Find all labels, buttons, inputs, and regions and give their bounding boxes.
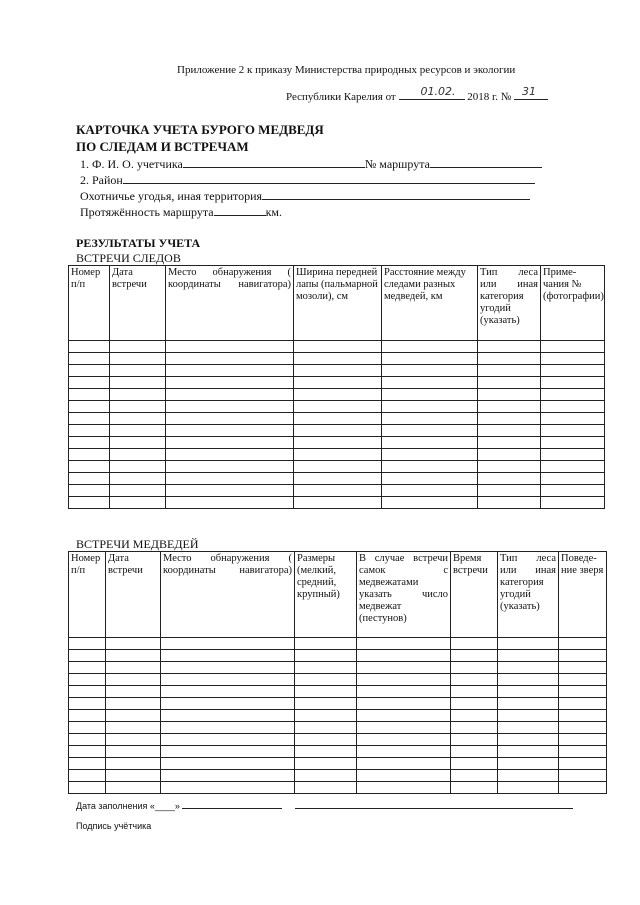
route-length-unit: км.	[265, 205, 282, 219]
table-row	[69, 770, 607, 782]
tracks-col-paw-width: Ширина передней лапы (пальмарной мозоли), см	[294, 266, 382, 341]
table-cell[interactable]	[357, 650, 451, 662]
table-cell[interactable]	[69, 782, 106, 794]
bears-col-cubs: В случае встречи самок с медвежатами указать число медвежат (пестунов)	[357, 552, 451, 638]
table-cell[interactable]	[541, 497, 605, 509]
order-year-text: 2018 г. №	[467, 91, 512, 103]
table-cell[interactable]	[110, 413, 166, 425]
tracks-col-location: Место обнаружения ( координаты навигатора)	[166, 266, 294, 341]
table-cell[interactable]	[541, 377, 605, 389]
table-cell[interactable]	[295, 638, 357, 650]
table-cell[interactable]	[451, 782, 498, 794]
table-cell[interactable]	[69, 662, 106, 674]
table-row	[69, 425, 605, 437]
table-cell[interactable]	[357, 758, 451, 770]
table-cell[interactable]	[110, 425, 166, 437]
table-cell[interactable]	[161, 782, 295, 794]
table-cell[interactable]	[294, 377, 382, 389]
table-cell[interactable]	[69, 770, 106, 782]
table-cell[interactable]	[498, 662, 559, 674]
order-date-line	[286, 85, 548, 103]
table-cell[interactable]	[69, 674, 106, 686]
table-cell[interactable]	[110, 377, 166, 389]
bears-col-location: Место обнаружения ( координаты навигатора)	[161, 552, 295, 638]
table-cell[interactable]	[69, 734, 106, 746]
table-cell[interactable]	[106, 722, 161, 734]
tracks-section-title: ВСТРЕЧИ СЛЕДОВ	[76, 251, 181, 265]
table-cell[interactable]	[110, 353, 166, 365]
table-row	[69, 650, 607, 662]
table-cell[interactable]	[106, 650, 161, 662]
route-number-blank[interactable]	[430, 157, 542, 168]
observer-field	[80, 157, 542, 172]
table-row	[69, 734, 607, 746]
table-cell[interactable]	[357, 698, 451, 710]
table-cell[interactable]	[110, 461, 166, 473]
table-cell[interactable]	[294, 353, 382, 365]
table-cell[interactable]	[106, 662, 161, 674]
table-cell[interactable]	[69, 377, 110, 389]
table-cell[interactable]	[161, 746, 295, 758]
table-cell[interactable]	[382, 365, 478, 377]
table-cell[interactable]	[382, 341, 478, 353]
table-cell[interactable]	[498, 698, 559, 710]
table-cell[interactable]	[559, 650, 607, 662]
table-cell[interactable]	[69, 437, 110, 449]
bears-col-size: Размеры (мелкий, средний, крупный)	[295, 552, 357, 638]
table-cell[interactable]	[382, 413, 478, 425]
table-cell[interactable]	[161, 674, 295, 686]
table-row	[69, 437, 605, 449]
tracks-col-date: Дата встречи	[110, 266, 166, 341]
table-cell[interactable]	[166, 437, 294, 449]
table-cell[interactable]	[478, 365, 541, 377]
table-row	[69, 485, 605, 497]
table-cell[interactable]	[559, 698, 607, 710]
table-cell[interactable]	[451, 722, 498, 734]
table-cell[interactable]	[498, 674, 559, 686]
table-cell[interactable]	[106, 686, 161, 698]
tracks-col-forest-type: Тип леса или иная категория угодий (указать)	[478, 266, 541, 341]
table-cell[interactable]	[69, 710, 106, 722]
table-row	[69, 401, 605, 413]
table-cell[interactable]	[294, 365, 382, 377]
table-cell[interactable]	[382, 425, 478, 437]
table-cell[interactable]	[498, 758, 559, 770]
table-cell[interactable]	[110, 497, 166, 509]
bears-col-behavior: Поведе-ние зверя	[559, 552, 607, 638]
table-row	[69, 722, 607, 734]
tracks-col-notes: Приме-чания № (фотографии)	[541, 266, 605, 341]
table-cell[interactable]	[294, 461, 382, 473]
table-cell[interactable]	[295, 650, 357, 662]
table-cell[interactable]	[451, 770, 498, 782]
table-cell[interactable]	[69, 722, 106, 734]
table-cell[interactable]	[166, 497, 294, 509]
table-cell[interactable]	[295, 710, 357, 722]
table-cell[interactable]	[161, 638, 295, 650]
table-cell[interactable]	[69, 449, 110, 461]
fill-date-field	[76, 801, 573, 811]
table-cell[interactable]	[166, 461, 294, 473]
table-cell[interactable]	[498, 638, 559, 650]
table-cell[interactable]	[541, 473, 605, 485]
table-cell[interactable]	[498, 734, 559, 746]
table-row	[69, 461, 605, 473]
table-cell[interactable]	[541, 485, 605, 497]
table-cell[interactable]	[161, 722, 295, 734]
table-cell[interactable]	[357, 710, 451, 722]
route-length-field	[80, 205, 282, 220]
table-cell[interactable]	[451, 662, 498, 674]
table-cell[interactable]	[295, 758, 357, 770]
table-cell[interactable]	[295, 770, 357, 782]
card-title-line1: КАРТОЧКА УЧЕТА БУРОГО МЕДВЕДЯ	[76, 122, 324, 137]
table-cell[interactable]	[451, 638, 498, 650]
table-cell[interactable]	[161, 662, 295, 674]
table-cell[interactable]	[161, 698, 295, 710]
table-cell[interactable]	[106, 782, 161, 794]
table-cell[interactable]	[110, 389, 166, 401]
table-cell[interactable]	[106, 758, 161, 770]
order-date-blank	[399, 85, 465, 100]
bears-col-date: Дата встречи	[106, 552, 161, 638]
table-cell[interactable]	[382, 389, 478, 401]
table-cell[interactable]	[478, 485, 541, 497]
table-cell[interactable]	[498, 686, 559, 698]
route-length-label: Протяжённость маршрута	[80, 205, 214, 219]
bears-col-number: Номер п/п	[69, 552, 106, 638]
table-row	[69, 662, 607, 674]
table-row	[69, 353, 605, 365]
bears-section-title: ВСТРЕЧИ МЕДВЕДЕЙ	[76, 537, 199, 551]
tracks-col-distance: Расстояние между следами разных медведей, км	[382, 266, 478, 341]
table-cell[interactable]	[451, 698, 498, 710]
observer-label: 1. Ф. И. О. учетчика	[80, 157, 183, 171]
appendix-header: Приложение 2 к приказу Министерства природных ресурсов и экологии	[177, 64, 516, 76]
table-cell[interactable]	[357, 638, 451, 650]
table-cell[interactable]	[294, 413, 382, 425]
table-cell[interactable]	[559, 746, 607, 758]
table-cell[interactable]	[166, 353, 294, 365]
table-row	[69, 365, 605, 377]
table-cell[interactable]	[110, 365, 166, 377]
table-cell[interactable]	[295, 782, 357, 794]
table-cell[interactable]	[161, 650, 295, 662]
table-cell[interactable]	[451, 674, 498, 686]
table-row	[69, 710, 607, 722]
order-number-blank	[514, 85, 548, 100]
table-cell[interactable]	[106, 674, 161, 686]
fill-date-blank[interactable]	[182, 801, 282, 809]
table-cell[interactable]	[357, 770, 451, 782]
table-cell[interactable]	[382, 473, 478, 485]
table-row	[69, 389, 605, 401]
table-cell[interactable]	[166, 449, 294, 461]
order-number-handwritten: 31	[522, 85, 537, 98]
table-cell[interactable]	[357, 674, 451, 686]
fill-date-label: Дата заполнения «____»	[76, 801, 180, 811]
table-cell[interactable]	[294, 497, 382, 509]
hunting-grounds-blank[interactable]	[262, 189, 530, 200]
table-cell[interactable]	[541, 353, 605, 365]
table-cell[interactable]	[106, 638, 161, 650]
table-cell[interactable]	[541, 413, 605, 425]
table-cell[interactable]	[478, 473, 541, 485]
table-cell[interactable]	[559, 722, 607, 734]
table-cell[interactable]	[559, 758, 607, 770]
order-date-prefix: Республики Карелия от	[286, 91, 396, 103]
table-cell[interactable]	[166, 389, 294, 401]
table-row	[69, 782, 607, 794]
table-cell[interactable]	[69, 485, 110, 497]
table-cell[interactable]	[69, 686, 106, 698]
table-row	[69, 698, 607, 710]
table-cell[interactable]	[295, 698, 357, 710]
table-cell[interactable]	[559, 662, 607, 674]
bears-col-time: Время встречи	[451, 552, 498, 638]
table-cell[interactable]	[294, 473, 382, 485]
table-row	[69, 638, 607, 650]
table-cell[interactable]	[451, 686, 498, 698]
district-blank[interactable]	[123, 173, 535, 184]
table-cell[interactable]	[382, 353, 478, 365]
table-cell[interactable]	[559, 710, 607, 722]
table-cell[interactable]	[69, 401, 110, 413]
table-cell[interactable]	[478, 449, 541, 461]
table-cell[interactable]	[106, 746, 161, 758]
table-cell[interactable]	[357, 722, 451, 734]
table-cell[interactable]	[541, 425, 605, 437]
table-cell[interactable]	[478, 497, 541, 509]
table-cell[interactable]	[166, 425, 294, 437]
table-row	[69, 746, 607, 758]
table-cell[interactable]	[166, 413, 294, 425]
table-cell[interactable]	[541, 365, 605, 377]
table-cell[interactable]	[69, 698, 106, 710]
table-cell[interactable]	[295, 734, 357, 746]
observer-blank[interactable]	[183, 157, 365, 168]
table-cell[interactable]	[382, 437, 478, 449]
table-cell[interactable]	[110, 485, 166, 497]
table-cell[interactable]	[541, 437, 605, 449]
district-label: 2. Район	[80, 173, 123, 187]
table-cell[interactable]	[69, 461, 110, 473]
table-cell[interactable]	[110, 401, 166, 413]
table-cell[interactable]	[478, 425, 541, 437]
table-cell[interactable]	[498, 722, 559, 734]
table-cell[interactable]	[357, 746, 451, 758]
table-row	[69, 341, 605, 353]
bears-col-forest-type: Тип леса или иная категория угодий (указать)	[498, 552, 559, 638]
table-cell[interactable]	[161, 758, 295, 770]
table-row	[69, 686, 607, 698]
table-cell[interactable]	[106, 770, 161, 782]
table-cell[interactable]	[106, 698, 161, 710]
table-cell[interactable]	[559, 782, 607, 794]
table-cell[interactable]	[69, 413, 110, 425]
signature-line[interactable]	[295, 801, 573, 809]
table-cell[interactable]	[294, 449, 382, 461]
table-cell[interactable]	[294, 341, 382, 353]
hunting-grounds-label: Охотничье угодья, иная территория	[80, 189, 263, 203]
hunting-grounds-field	[80, 189, 530, 204]
table-cell[interactable]	[498, 710, 559, 722]
table-cell[interactable]	[478, 341, 541, 353]
table-cell[interactable]	[294, 425, 382, 437]
table-cell[interactable]	[69, 425, 110, 437]
table-cell[interactable]	[110, 437, 166, 449]
table-cell[interactable]	[69, 353, 110, 365]
card-title-line2: ПО СЛЕДАМ И ВСТРЕЧАМ	[76, 139, 249, 154]
table-cell[interactable]	[541, 401, 605, 413]
table-cell[interactable]	[382, 377, 478, 389]
table-cell[interactable]	[106, 710, 161, 722]
table-cell[interactable]	[451, 734, 498, 746]
table-cell[interactable]	[295, 746, 357, 758]
table-cell[interactable]	[451, 746, 498, 758]
table-cell[interactable]	[166, 365, 294, 377]
table-cell[interactable]	[166, 473, 294, 485]
table-cell[interactable]	[498, 746, 559, 758]
table-cell[interactable]	[541, 389, 605, 401]
table-cell[interactable]	[69, 341, 110, 353]
table-row	[69, 413, 605, 425]
table-cell[interactable]	[69, 473, 110, 485]
bears-table	[68, 551, 607, 794]
bears-body	[69, 638, 607, 794]
table-cell[interactable]	[478, 437, 541, 449]
table-cell[interactable]	[161, 686, 295, 698]
table-cell[interactable]	[69, 758, 106, 770]
table-cell[interactable]	[295, 674, 357, 686]
table-row	[69, 473, 605, 485]
table-cell[interactable]	[357, 686, 451, 698]
table-cell[interactable]	[498, 770, 559, 782]
table-cell[interactable]	[357, 734, 451, 746]
table-row	[69, 377, 605, 389]
results-heading: РЕЗУЛЬТАТЫ УЧЕТА	[76, 236, 201, 250]
table-cell[interactable]	[382, 449, 478, 461]
table-cell[interactable]	[110, 341, 166, 353]
table-cell[interactable]	[69, 746, 106, 758]
table-cell[interactable]	[110, 449, 166, 461]
table-cell[interactable]	[559, 734, 607, 746]
table-cell[interactable]	[541, 341, 605, 353]
table-cell[interactable]	[498, 650, 559, 662]
table-cell[interactable]	[161, 710, 295, 722]
table-cell[interactable]	[69, 638, 106, 650]
table-cell[interactable]	[161, 770, 295, 782]
table-cell[interactable]	[478, 413, 541, 425]
table-row	[69, 758, 607, 770]
table-row	[69, 674, 607, 686]
table-cell[interactable]	[69, 365, 110, 377]
table-cell[interactable]	[166, 401, 294, 413]
table-cell[interactable]	[295, 662, 357, 674]
route-number-label: № маршрута	[364, 157, 430, 171]
table-cell[interactable]	[166, 377, 294, 389]
table-cell[interactable]	[294, 389, 382, 401]
route-length-blank[interactable]	[214, 205, 266, 216]
table-cell[interactable]	[110, 473, 166, 485]
table-cell[interactable]	[69, 497, 110, 509]
table-cell[interactable]	[559, 674, 607, 686]
table-cell[interactable]	[478, 461, 541, 473]
table-cell[interactable]	[478, 401, 541, 413]
table-cell[interactable]	[478, 377, 541, 389]
table-cell[interactable]	[106, 734, 161, 746]
district-field	[80, 173, 535, 188]
order-date-handwritten: 01.02.	[420, 85, 456, 98]
table-cell[interactable]	[294, 437, 382, 449]
table-cell[interactable]	[295, 686, 357, 698]
table-cell[interactable]	[166, 485, 294, 497]
table-cell[interactable]	[498, 782, 559, 794]
table-cell[interactable]	[69, 650, 106, 662]
table-cell[interactable]	[294, 485, 382, 497]
table-cell[interactable]	[451, 650, 498, 662]
table-cell[interactable]	[382, 485, 478, 497]
tracks-header-row	[69, 266, 605, 341]
table-cell[interactable]	[166, 341, 294, 353]
table-cell[interactable]	[382, 401, 478, 413]
table-cell[interactable]	[451, 758, 498, 770]
tracks-table	[68, 265, 605, 509]
table-row	[69, 449, 605, 461]
table-cell[interactable]	[161, 734, 295, 746]
table-cell[interactable]	[559, 770, 607, 782]
table-cell[interactable]	[541, 461, 605, 473]
table-cell[interactable]	[382, 461, 478, 473]
bears-header-row	[69, 552, 607, 638]
table-cell[interactable]	[357, 662, 451, 674]
tracks-body	[69, 341, 605, 509]
table-cell[interactable]	[294, 401, 382, 413]
table-cell[interactable]	[559, 638, 607, 650]
tracks-col-number: Номер п/п	[69, 266, 110, 341]
table-cell[interactable]	[559, 686, 607, 698]
table-row	[69, 497, 605, 509]
table-cell[interactable]	[478, 353, 541, 365]
table-cell[interactable]	[478, 389, 541, 401]
table-cell[interactable]	[451, 710, 498, 722]
table-cell[interactable]	[69, 389, 110, 401]
signature-label: Подпись учётчика	[76, 821, 152, 831]
table-cell[interactable]	[541, 449, 605, 461]
table-cell[interactable]	[295, 722, 357, 734]
table-cell[interactable]	[357, 782, 451, 794]
table-cell[interactable]	[382, 497, 478, 509]
